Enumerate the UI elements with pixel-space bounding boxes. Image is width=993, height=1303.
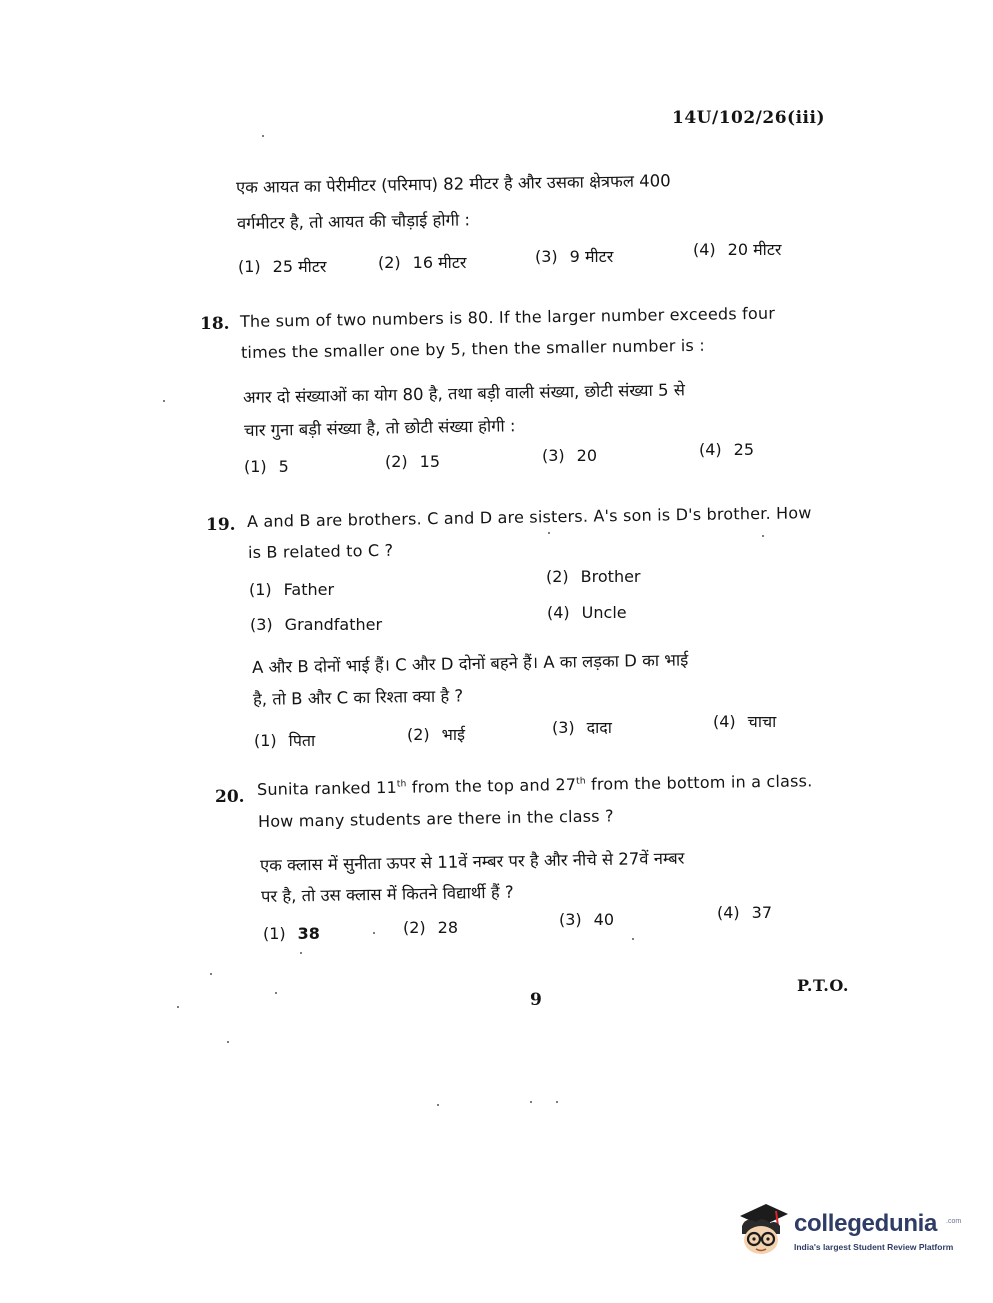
q17-hindi-line-1: एक आयत का पेरीमीटर (परिमाप) 82 मीटर है और उसका क्षेत्रफल 400: [235, 171, 671, 197]
scan-speck: [373, 932, 375, 934]
q18-option-3: (3) 20: [542, 446, 598, 465]
scan-speck: [177, 1006, 179, 1008]
q20-option-1: (1) 38: [263, 924, 320, 943]
scan-speck: [275, 992, 277, 994]
q19-hindi-line-2: है, तो B और C का रिश्ता क्या है ?: [252, 686, 464, 709]
q20-number: 20.: [215, 787, 245, 807]
q18-option-1: (1) 5: [244, 457, 289, 476]
scan-speck: [437, 1104, 439, 1106]
logo-com: .com: [946, 1218, 962, 1225]
logo-wordmark: collegedunia: [794, 1210, 938, 1237]
q19-en-line-2: is B related to C ?: [247, 540, 394, 562]
q18-en-line-2: times the smaller one by 5, then the smaller number is :: [240, 335, 705, 362]
scan-speck: [227, 1041, 229, 1043]
scan-speck: [548, 532, 550, 534]
q20-option-3: (3) 40: [559, 910, 615, 929]
scan-speck: [300, 952, 302, 954]
q18-option-2: (2) 15: [385, 452, 441, 471]
q20-option-2: (2) 28: [403, 918, 459, 937]
q17-option-1: (1) 25 मीटर: [238, 257, 327, 276]
q20-hindi-line-2: पर है, तो उस क्लास में कितने विद्यार्थी हैं ?: [260, 882, 514, 906]
scan-speck: [632, 938, 634, 940]
q20-option-4: (4) 37: [717, 903, 773, 922]
q19-option-hi-2: (2) भाई: [407, 725, 465, 744]
q19-option-en-1: (1) Father: [249, 580, 335, 599]
q20-hindi-line-1: एक क्लास में सुनीता ऊपर से 11वें नम्बर पर है और नीचे से 27वें नम्बर: [259, 848, 685, 875]
pto-label: P.T.O.: [797, 976, 849, 995]
q17-hindi-line-2: वर्गमीटर है, तो आयत की चौड़ाई होगी :: [236, 210, 471, 233]
scan-speck: [762, 535, 764, 537]
mascot-icon: [732, 1196, 792, 1258]
q17-option-3: (3) 9 मीटर: [535, 247, 614, 266]
q19-option-en-3: (3) Grandfather: [250, 615, 383, 634]
q20-en-line-1: Sunita ranked 11th from the top and 27th from the bottom in a class.: [256, 771, 813, 799]
q19-option-en-2: (2) Brother: [546, 567, 641, 586]
q19-option-hi-4: (4) चाचा: [713, 712, 777, 731]
scan-speck: [210, 973, 212, 975]
q17-option-4: (4) 20 मीटर: [693, 240, 782, 259]
q20-en-line-2: How many students are there in the class ?: [257, 806, 614, 831]
q18-hindi-line-1: अगर दो संख्याओं का योग 80 है, तथा बड़ी वाली संख्या, छोटी संख्या 5 से: [242, 380, 686, 407]
scan-speck: [163, 400, 165, 402]
q19-option-hi-3: (3) दादा: [552, 718, 612, 737]
collegedunia-logo: [732, 1196, 967, 1262]
q19-hindi-line-1: A और B दोनों भाई हैं। C और D दोनों बहने हैं। A का लड़का D का भाई: [251, 650, 689, 677]
scan-speck: [556, 1101, 558, 1103]
q19-en-line-1: A and B are brothers. C and D are sisters. A's son is D's brother. How: [246, 503, 812, 531]
scan-speck: [530, 1101, 532, 1103]
q17-option-2: (2) 16 मीटर: [378, 253, 467, 272]
q19-number: 19.: [206, 515, 236, 535]
logo-tagline: India's largest Student Review Platform: [794, 1242, 954, 1252]
q18-option-4: (4) 25: [699, 440, 755, 459]
page-number: 9: [530, 990, 542, 1010]
q18-en-line-1: The sum of two numbers is 80. If the larger number exceeds four: [239, 303, 776, 331]
q19-option-hi-1: (1) पिता: [254, 731, 316, 750]
paper-code: 14U/102/26(iii): [672, 108, 826, 128]
q18-number: 18.: [200, 314, 230, 334]
q18-hindi-line-2: चार गुना बड़ी संख्या है, तो छोटी संख्या होगी :: [243, 416, 516, 440]
scan-speck: [262, 135, 264, 137]
q19-option-en-4: (4) Uncle: [547, 603, 627, 622]
